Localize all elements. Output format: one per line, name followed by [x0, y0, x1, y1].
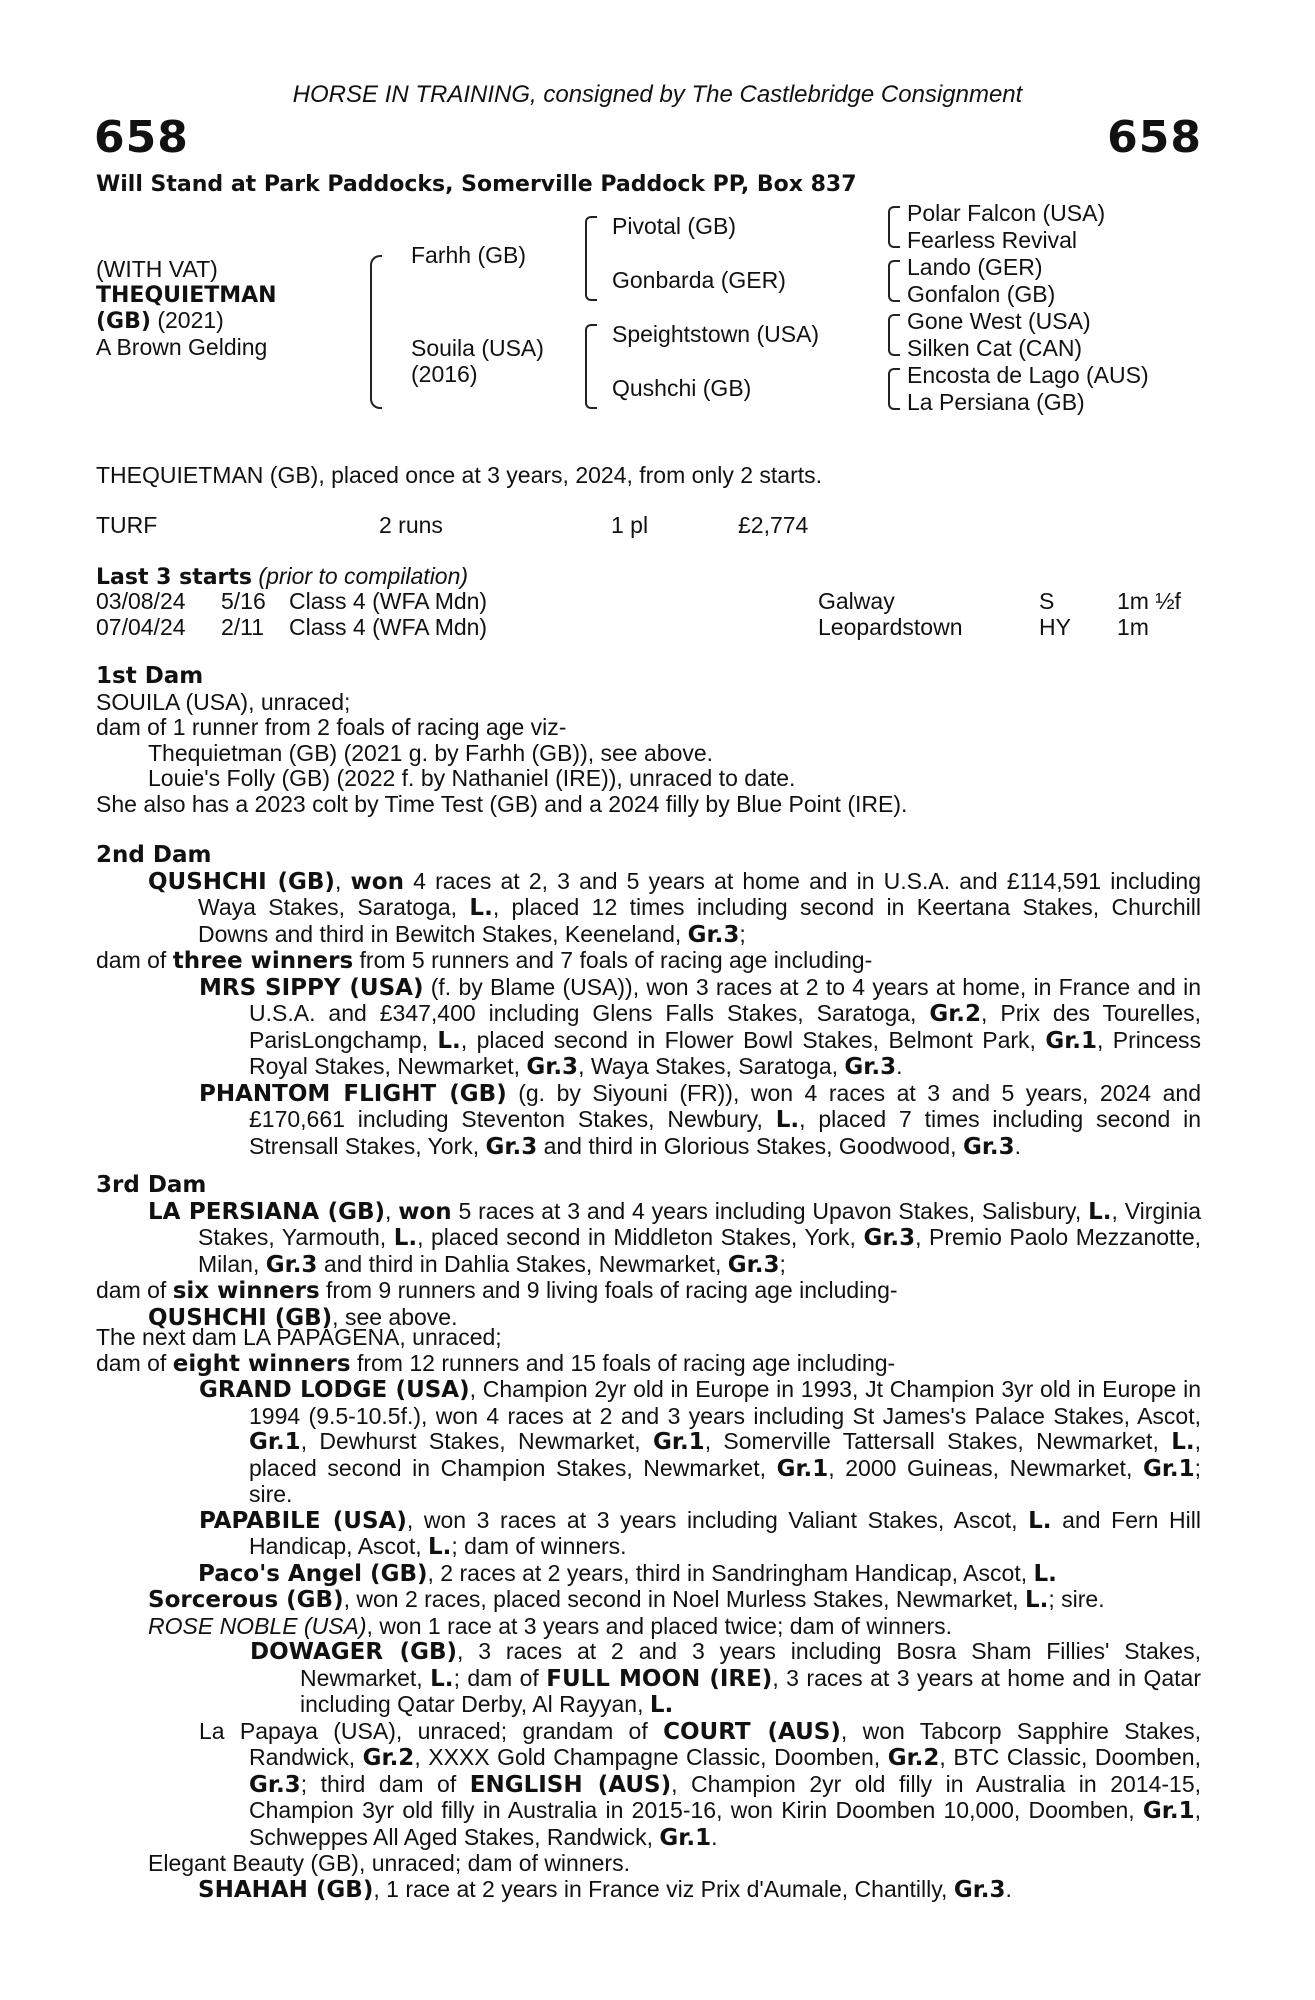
first-dam-line: She also has a 2023 colt by Time Test (GB) and a 2024 filly by Blue Point (IRE).	[96, 790, 908, 817]
consignment-line: HORSE IN TRAINING, consigned by The Castlebridge Consignment	[292, 81, 1023, 108]
row-going: HY	[1039, 614, 1071, 640]
produce-qushchi: QUSHCHI (GB), see above.	[148, 1303, 458, 1331]
first-dam-section	[96, 664, 1201, 817]
row-race: Class 4 (WFA Mdn)	[289, 614, 488, 640]
produce-phantom-flight: PHANTOM FLIGHT (GB) (g. by Siyouni (FR)), won 4 races at 3 and 5 years, 2024 and £170,661 including Steventon Stakes, Newbury, L., placed 7 times including second in Strensall Stakes, York, Gr.3 and third in Glorious Stakes, Goodwood, Gr.3.	[199, 1079, 1201, 1160]
sire-name: Farhh (GB)	[411, 242, 527, 268]
gen3-brace-2	[888, 260, 900, 302]
record-runs: 2 runs	[379, 512, 443, 538]
sss: Polar Falcon (USA)	[907, 200, 1106, 226]
record-placed: 1 pl	[611, 512, 649, 538]
pedigree-brace	[370, 255, 382, 409]
sire-sire: Pivotal (GB)	[612, 213, 736, 239]
produce-sorcerous: Sorcerous (GB), won 2 races, placed second in Noel Murless Stakes, Newmarket, L.; sire.	[148, 1586, 1105, 1613]
produce-dowager: DOWAGER (GB), 3 races at 2 and 3 years including Bosra Sham Fillies' Stakes, Newmarket, L.; dam of FULL MOON (IRE), 3 races at 3 years at home and in Qatar including Qatar Derby, Al Rayyan, L.	[250, 1638, 1201, 1718]
second-dam-section	[96, 843, 1201, 1160]
lot-number-right: 658	[1107, 112, 1202, 163]
produce-shahah: SHAHAH (GB), 1 race at 2 years in France viz Prix d'Aumale, Chantilly, Gr.3.	[198, 1875, 1012, 1903]
first-dam-produce: Louie's Folly (GB) (2022 f. by Nathaniel (IRE)), unraced to date.	[148, 765, 796, 791]
row-going: S	[1039, 588, 1055, 614]
sire-dam: Gonbarda (GER)	[612, 267, 786, 293]
gen3-brace-3	[888, 314, 900, 356]
second-dam-produce-summary: dam of three winners from 5 runners and 7 foals of racing age including-	[96, 947, 873, 974]
horse-identification	[96, 257, 277, 360]
row-course: Galway	[818, 588, 895, 614]
horse-description: A Brown Gelding	[96, 333, 268, 360]
dam-name-text: Souila (USA)	[411, 335, 544, 361]
sdd: Gonfalon (GB)	[907, 281, 1056, 307]
dam-name	[411, 336, 544, 387]
gen3-brace-1	[888, 206, 900, 248]
sire-brace	[585, 216, 597, 301]
horse-origin-line	[96, 308, 277, 335]
dam-sire: Speightstown (USA)	[612, 321, 820, 347]
ssd: Fearless Revival	[907, 227, 1077, 253]
produce-mrs-sippy: MRS SIPPY (USA) (f. by Blame (USA)), won 3 races at 2 to 4 years at home, in France and in U.S.A. and £347,400 including Glens Falls Stakes, Saratoga, Gr.2, Prix des Tourelles, ParisLongchamp, L., placed second in Flower Bowl Stakes, Belmont Park, Gr.1, Princess Royal Stakes, Newmarket, Gr.3, Waya Stakes, Saratoga, Gr.3.	[199, 973, 1202, 1080]
row-position: 5/16	[221, 588, 266, 614]
sds: Lando (GER)	[907, 254, 1043, 280]
gen3-brace-4	[888, 368, 900, 410]
third-dam-section	[96, 1173, 1201, 1331]
fourth-dam-line: The next dam LA PAPAGENA, unraced;	[96, 1324, 502, 1350]
dam-year: (2016)	[411, 360, 478, 387]
dds: Encosta de Lago (AUS)	[907, 362, 1149, 388]
horse-name: THEQUIETMAN	[96, 282, 277, 308]
last-starts-title: Last 3 starts	[96, 565, 253, 590]
last-starts-subtitle: (prior to compilation)	[258, 563, 469, 589]
produce-pacos-angel: Paco's Angel (GB), 2 races at 2 years, third in Sandringham Handicap, Ascot, L.	[198, 1559, 1057, 1587]
second-dam-record: QUSHCHI (GB), won 4 races at 2, 3 and 5 years at home and in U.S.A. and £114,591 including Waya Stakes, Saratoga, L., placed 12 times including second in Keertana Stakes, Churchill Downs and third in Bewitch Stakes, Keeneland, Gr.3;	[148, 867, 1202, 948]
row-date: 07/04/24	[96, 614, 186, 640]
lot-number-left: 658	[94, 112, 189, 163]
row-distance: 1m	[1117, 614, 1149, 640]
dam-brace	[585, 324, 597, 409]
vat-label: (WITH VAT)	[96, 256, 218, 282]
first-dam-line: SOUILA (USA), unraced;	[96, 688, 351, 715]
third-dam-record: LA PERSIANA (GB), won 5 races at 3 and 4 years including Upavon Stakes, Salisbury, L., Virginia Stakes, Yarmouth, L., placed second in Middleton Stakes, York, Gr.3, Premio Paolo Mezzanotte, Milan, Gr.3 and third in Dahlia Stakes, Newmarket, Gr.3;	[148, 1197, 1202, 1278]
row-distance: 1m ½f	[1117, 588, 1181, 614]
second-dam-title: 2nd Dam	[96, 842, 212, 868]
dam-dam: Qushchi (GB)	[612, 375, 752, 401]
produce-grand-lodge: GRAND LODGE (USA), Champion 2yr old in Europe in 1993, Jt Champion 3yr old in Europe in 1994 (9.5-10.5f.), won 4 races at 2 and 3 years including St James's Palace Stakes, Ascot, Gr.1, Dewhurst Stakes, Newmarket, Gr.1, Somerville Tattersall Stakes, Newmarket, L., placed second in Champion Stakes, Newmarket, Gr.1, 2000 Guineas, Newmarket, Gr.1; sire.	[199, 1376, 1202, 1507]
row-race: Class 4 (WFA Mdn)	[289, 588, 488, 614]
produce-elegant-beauty: Elegant Beauty (GB), unraced; dam of winners.	[148, 1850, 630, 1876]
produce-la-papaya: La Papaya (USA), unraced; grandam of COURT (AUS), won Tabcorp Sapphire Stakes, Randwick, Gr.2, XXXX Gold Champagne Classic, Doomben, Gr.2, BTC Classic, Doomben, Gr.3; third dam of ENGLISH (AUS), Champion 2yr old filly in Australia in 2014-15, Champion 3yr old filly in Australia in 2015-16, won Kirin Doomben 10,000, Doomben, Gr.1, Schweppes All Aged Stakes, Randwick, Gr.1.	[199, 1717, 1202, 1851]
third-dam-title: 3rd Dam	[96, 1172, 207, 1198]
horse-origin: (GB)	[96, 309, 151, 334]
dss: Gone West (USA)	[907, 308, 1091, 334]
third-dam-produce-summary: dam of six winners from 9 runners and 9 living foals of racing age including-	[96, 1277, 898, 1304]
last-starts-heading	[96, 564, 468, 591]
horse-year: (2021)	[157, 307, 224, 333]
record-surface: TURF	[96, 512, 158, 538]
produce-papabile: PAPABILE (USA), won 3 races at 3 years including Valiant Stakes, Ascot, L. and Fern Hill Handicap, Ascot, L.; dam of winners.	[199, 1506, 1201, 1560]
first-dam-title: 1st Dam	[96, 663, 204, 689]
fourth-dam-section	[96, 1325, 1201, 1903]
race-summary: THEQUIETMAN (GB), placed once at 3 years, 2024, from only 2 starts.	[96, 462, 823, 488]
first-dam-produce: Thequietman (GB) (2021 g. by Farhh (GB)), see above.	[148, 739, 714, 766]
row-date: 03/08/24	[96, 588, 186, 614]
fourth-dam-produce-summary: dam of eight winners from 12 runners and 15 foals of racing age including-	[96, 1349, 896, 1377]
first-dam-line: dam of 1 runner from 2 foals of racing age viz-	[96, 714, 567, 740]
row-course: Leopardstown	[818, 614, 963, 640]
produce-rose-noble: ROSE NOBLE (USA), won 1 race at 3 years and placed twice; dam of winners.	[148, 1612, 953, 1639]
ddd: La Persiana (GB)	[907, 389, 1085, 415]
dsd: Silken Cat (CAN)	[907, 335, 1083, 361]
record-earnings: £2,774	[738, 512, 809, 538]
row-position: 2/11	[221, 614, 265, 640]
stand-location: Will Stand at Park Paddocks, Somerville Paddock PP, Box 837	[96, 172, 857, 197]
